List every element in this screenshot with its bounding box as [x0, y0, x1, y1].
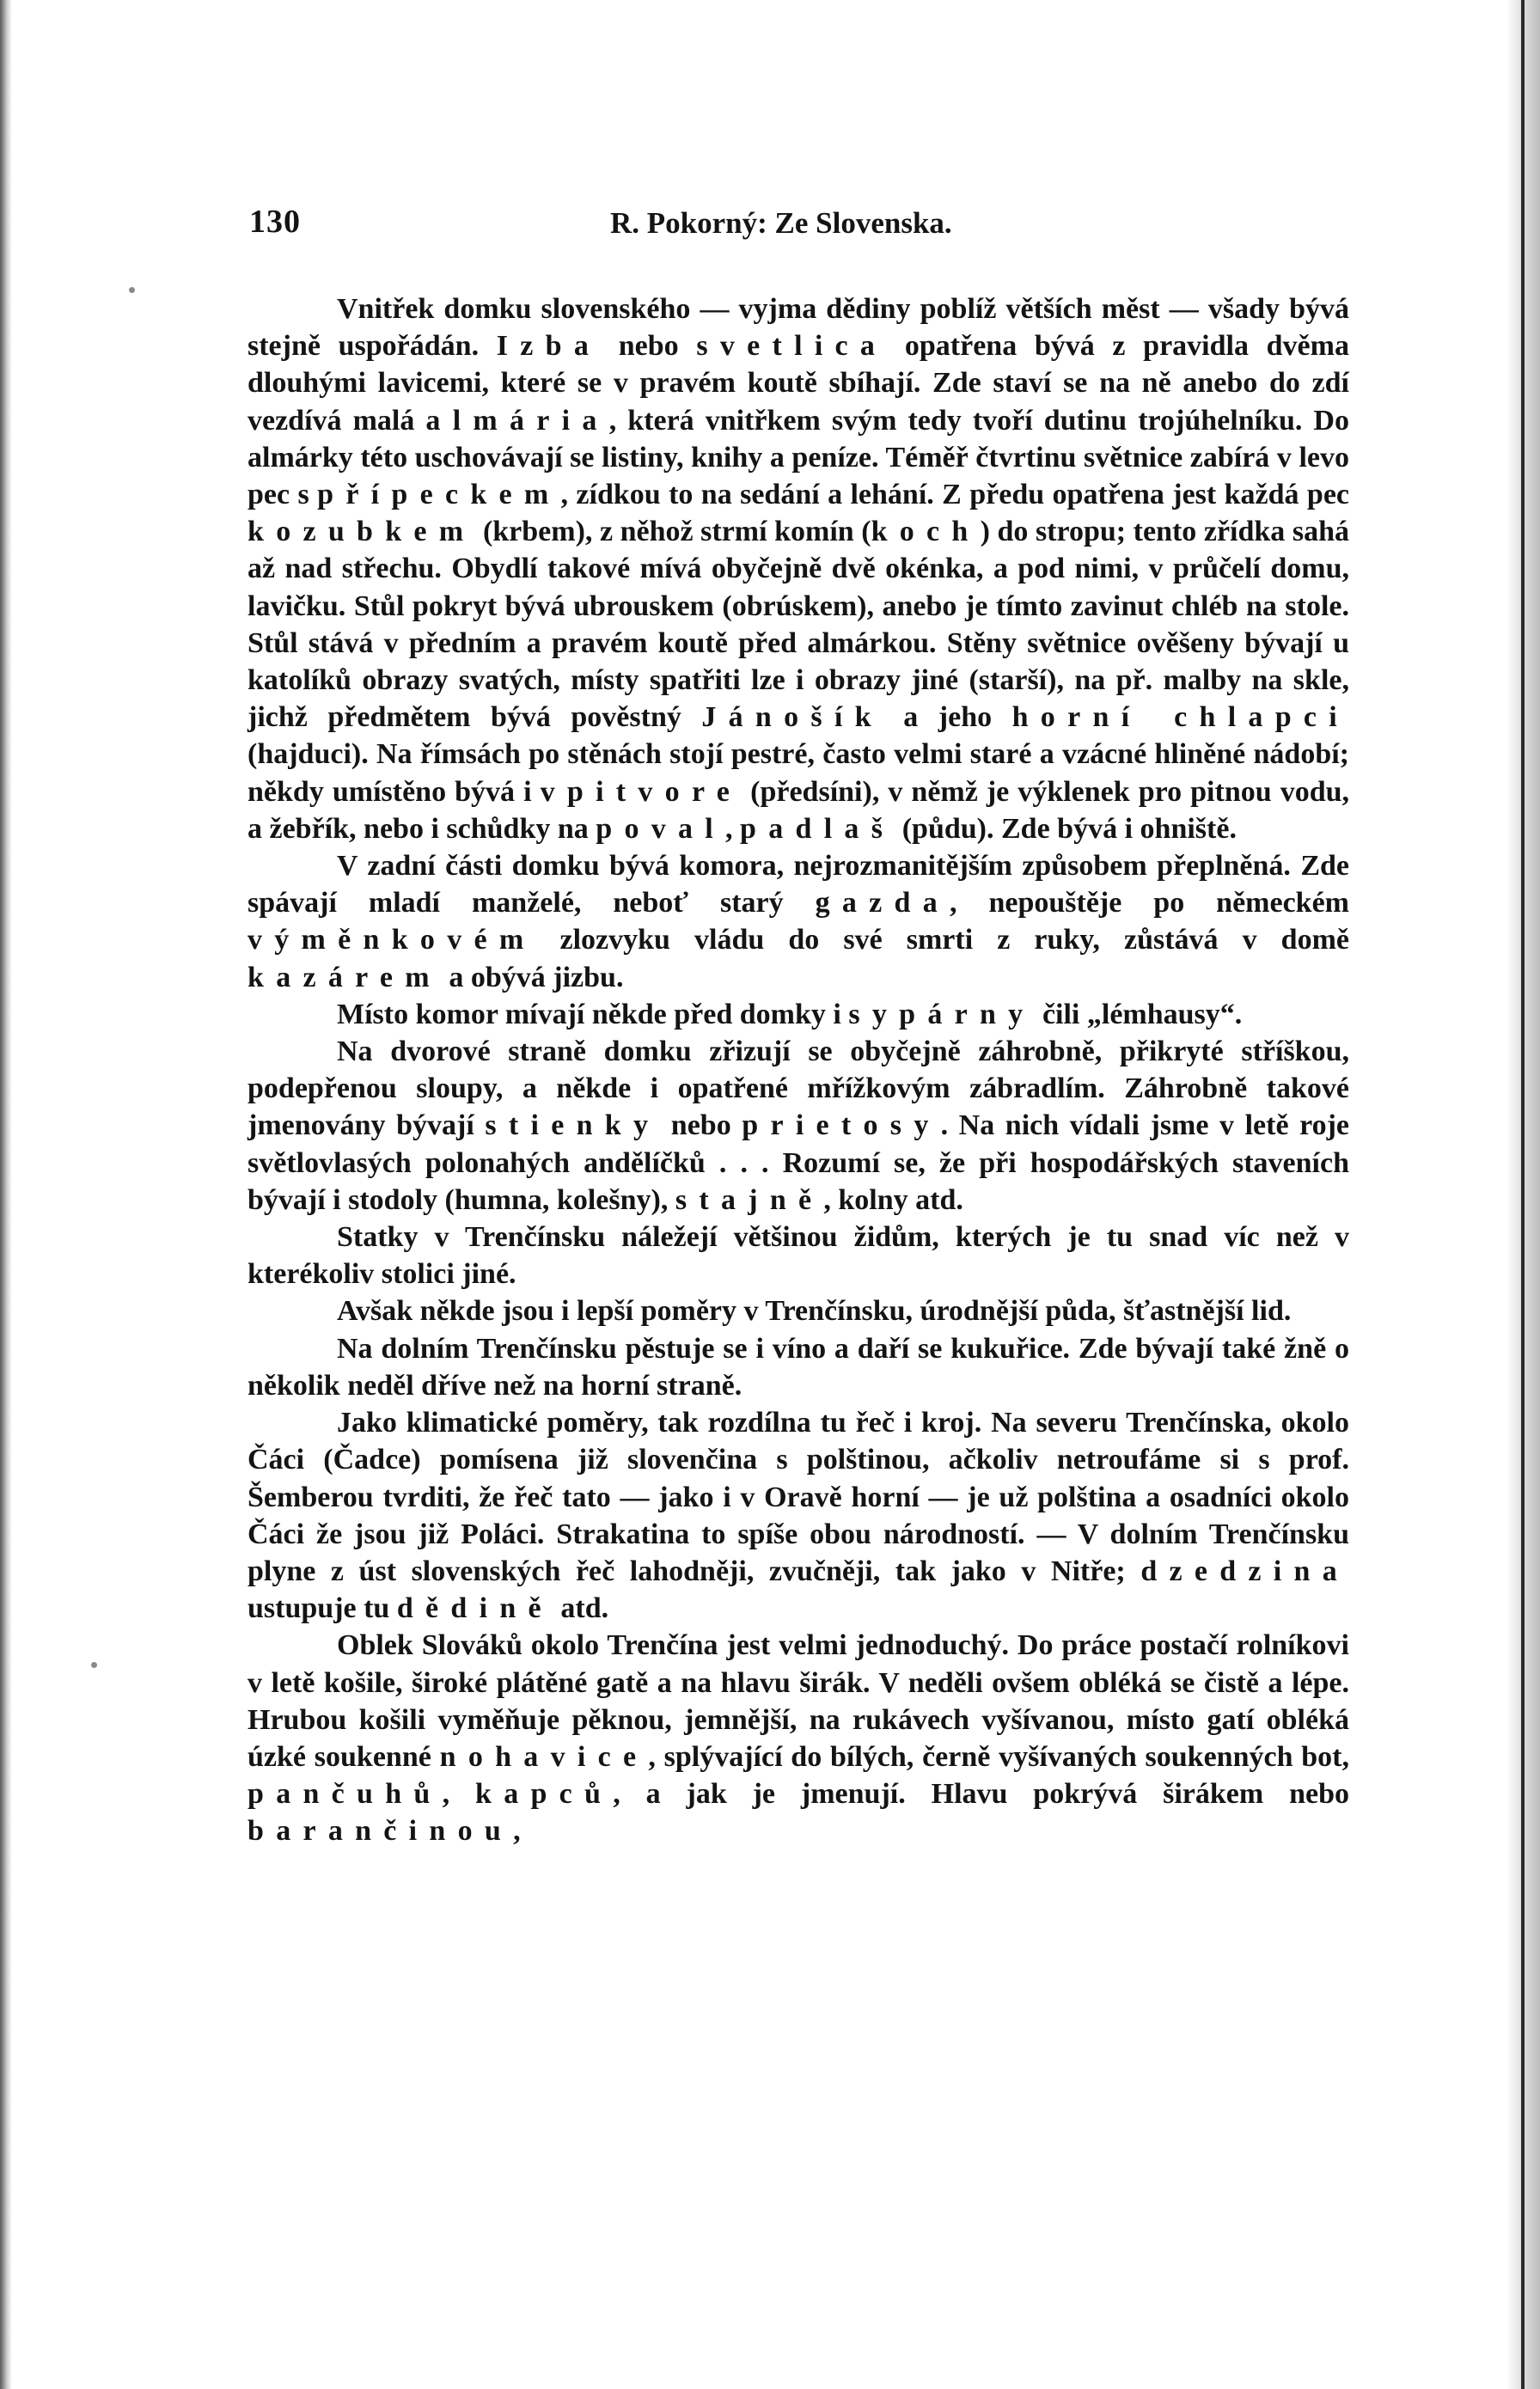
spaced-term: poval — [596, 812, 726, 845]
paragraph — [248, 996, 1349, 1033]
text-run: Na dvorové straně domku zřizují se obyčejně záhrobně, přikryté stříškou, podepřenou sloupy, a někde i opatřené mřížkovým zábradlím. Záhrobně takové jmenovány bývají — [248, 1036, 1349, 1142]
spaced-term: prietosy — [742, 1109, 941, 1142]
spaced-term: Izba — [496, 330, 602, 363]
text-run: (krbem), z něhož strmí komín ( — [475, 516, 871, 548]
paragraph — [248, 1219, 1349, 1292]
stray-mark — [129, 287, 135, 293]
text-run: , nepouštěje po německém — [949, 887, 1349, 920]
spaced-term: koch — [871, 516, 981, 548]
paragraph — [248, 290, 1349, 847]
spaced-term: stienky — [485, 1109, 661, 1142]
scan-edge-right — [1506, 0, 1540, 2389]
text-run: ustupuje tu — [248, 1592, 397, 1625]
text-run: Statky v Trenčínsku náležejí většinou židům, kterých je tu snad víc než v kterékoliv stolici jiné. — [248, 1221, 1349, 1291]
text-run: Na dolním Trenčínsku pěstuje se i víno a daří se kukuřice. Zde bývají také žně o několik neděl dříve než na horní straně. — [248, 1332, 1349, 1402]
text-run: , — [725, 812, 741, 845]
text-run: Místo komor mívají někde před domky i — [337, 998, 849, 1030]
spaced-term: barančinou — [248, 1815, 514, 1848]
spaced-term: nohavice — [439, 1740, 649, 1773]
spaced-term: Jánošík — [701, 701, 883, 734]
text-run: , která vnitřkem svým tedy tvoří dutinu trojúhelníku. Do almárky této uschovávají se listiny, knihy a peníze. Téměř čtvrtinu světnice zabírá v levo pec s — [248, 404, 1349, 511]
text-run: zlozvyku vládu do své smrti z ruky, zůstává v domě — [535, 924, 1349, 956]
text-run: (půdu). Zde bývá i ohniště. — [895, 812, 1237, 845]
paragraph — [248, 1330, 1349, 1404]
text-run: . Na nich vídali jsme v letě roje světlovlasých polonahých andělíčků . . . Rozumí se, že při hospodářských staveních bývají i stodoly (humna, kolešny), — [248, 1109, 1349, 1216]
text-run: čili „lémhausy“. — [1035, 998, 1243, 1030]
page-header — [249, 203, 1358, 254]
spaced-term: gazda — [815, 887, 950, 920]
text-run: atd. — [553, 1592, 609, 1625]
text-run: nebo — [601, 330, 697, 363]
paragraph — [248, 1292, 1349, 1329]
text-run: , — [442, 1778, 475, 1811]
text-run: opatřena bývá z pravidla dvěma dlouhými lavicemi, které se v pravém koutě sbíhají. Zde staví se na ně anebo do zdí vezdívá malá — [248, 330, 1349, 437]
text-run: , splývající do bílých, černě vyšívaných soukenných bot, — [648, 1740, 1349, 1773]
spaced-term: výměnkovém — [248, 924, 536, 956]
text-run: , a jak je jmenují. Hlavu pokrývá širákem nebo — [613, 1778, 1349, 1811]
text-run: Jako klimatické poměry, tak rozdílna tu řeč i kroj. Na severu Trenčínska, okolo Čáci (Čadce) pomísena již slovenčina s polštinou, ačkoliv netroufáme si s prof. Šemberou tvrditi, že řeč tato — jako i v Oravě horní — je už polština a osadníci okolo Čáci že jsou již Poláci. Strakatina to spíše obou národností. — V dolním Trenčínsku plyne z úst slovenských řeč lahodněji, zvučněji, tak jako v Nitře; — [248, 1407, 1349, 1587]
spaced-term: svetlica — [696, 330, 888, 363]
spaced-term: stajně — [675, 1183, 824, 1216]
spaced-term: dědině — [396, 1592, 553, 1625]
spaced-term: kazárem — [248, 961, 442, 993]
text-run: , — [513, 1815, 521, 1848]
paragraph — [248, 1627, 1349, 1849]
text-run: a obývá jizbu. — [441, 961, 624, 993]
spaced-term: almária — [425, 404, 609, 437]
running-title: R. Pokorný: Ze Slovenska. — [610, 206, 952, 240]
spaced-term: kapců — [475, 1778, 614, 1811]
text-run: Oblek Slováků okolo Trenčína jest velmi jednoduchý. Do práce postačí rolníkovi v letě košile, široké plátěné gatě a na hlavu širák. V neděli ovšem obléká se čistě a lépe. Hrubou košili vyměňuje pěknou, jemnější, na rukávech vyšívanou, místo gatí obléká úzké soukenné — [248, 1629, 1349, 1773]
spaced-term: pančuhů — [248, 1778, 443, 1811]
text-run: V zadní části domku bývá komora, nejrozmanitějším způsobem přeplněná. Zde spávají mladí manželé, neboť starý — [248, 850, 1349, 920]
text-run: ) do stropu; tento zřídka sahá až nad střechu. Obydlí takové mívá obyčejně dvě okénka, a pod nimi, v průčelí domu, lavičku. Stůl pokryt bývá ubrouskem (obrúskem), anebo je tímto zavinut chléb na stole. Stůl stává v předním a pravém koutě před almárkou. Stěny světnice ověšeny bývají u katolíků obrazy svatých, místy spatřiti lze i obrazy jiné (starší), na př. malby na skle, jichž předmětem bývá pověstný — [248, 516, 1349, 734]
spaced-term: přípeckem — [317, 479, 561, 511]
scan-edge-left — [0, 0, 12, 2389]
spaced-term: kozubkem — [248, 516, 476, 548]
spaced-term: sypárny — [848, 998, 1036, 1030]
text-run: nebo — [660, 1109, 742, 1142]
text-run: (hajduci). Na římsách po stěnách stojí pestré, často velmi staré a vzácné hliněné nádobí; někdy umístěno bývá i — [248, 738, 1349, 808]
text-run: Vnitřek domku slovenského — vyjma dědiny poblíž větších měst — všady bývá stejně uspořádán. — [248, 293, 1349, 363]
text-run: Avšak někde jsou i lepší poměry v Trenčínsku, úrodnější půda, šťastnější lid. — [337, 1295, 1292, 1328]
spaced-term: horní chlapci — [1011, 701, 1349, 734]
stray-mark — [91, 1662, 97, 1668]
page-number: 130 — [249, 204, 301, 240]
spaced-term: vpitvore — [540, 775, 742, 808]
paragraph — [248, 1404, 1349, 1627]
text-run: , zídkou to na sedání a lehání. Z předu opatřena jest každá pec — [560, 479, 1350, 511]
text-run: , kolny atd. — [823, 1183, 963, 1216]
spaced-term: padlaš — [740, 812, 895, 845]
text-run: a jeho — [883, 701, 1012, 734]
spaced-term: dzedzina — [1140, 1555, 1349, 1587]
body-text — [248, 290, 1349, 1850]
paragraph — [248, 847, 1349, 996]
text-run: (předsíni), v němž je výklenek pro pitnou vodu, a žebřík, nebo i schůdky na — [248, 775, 1350, 845]
paragraph — [248, 1033, 1349, 1219]
